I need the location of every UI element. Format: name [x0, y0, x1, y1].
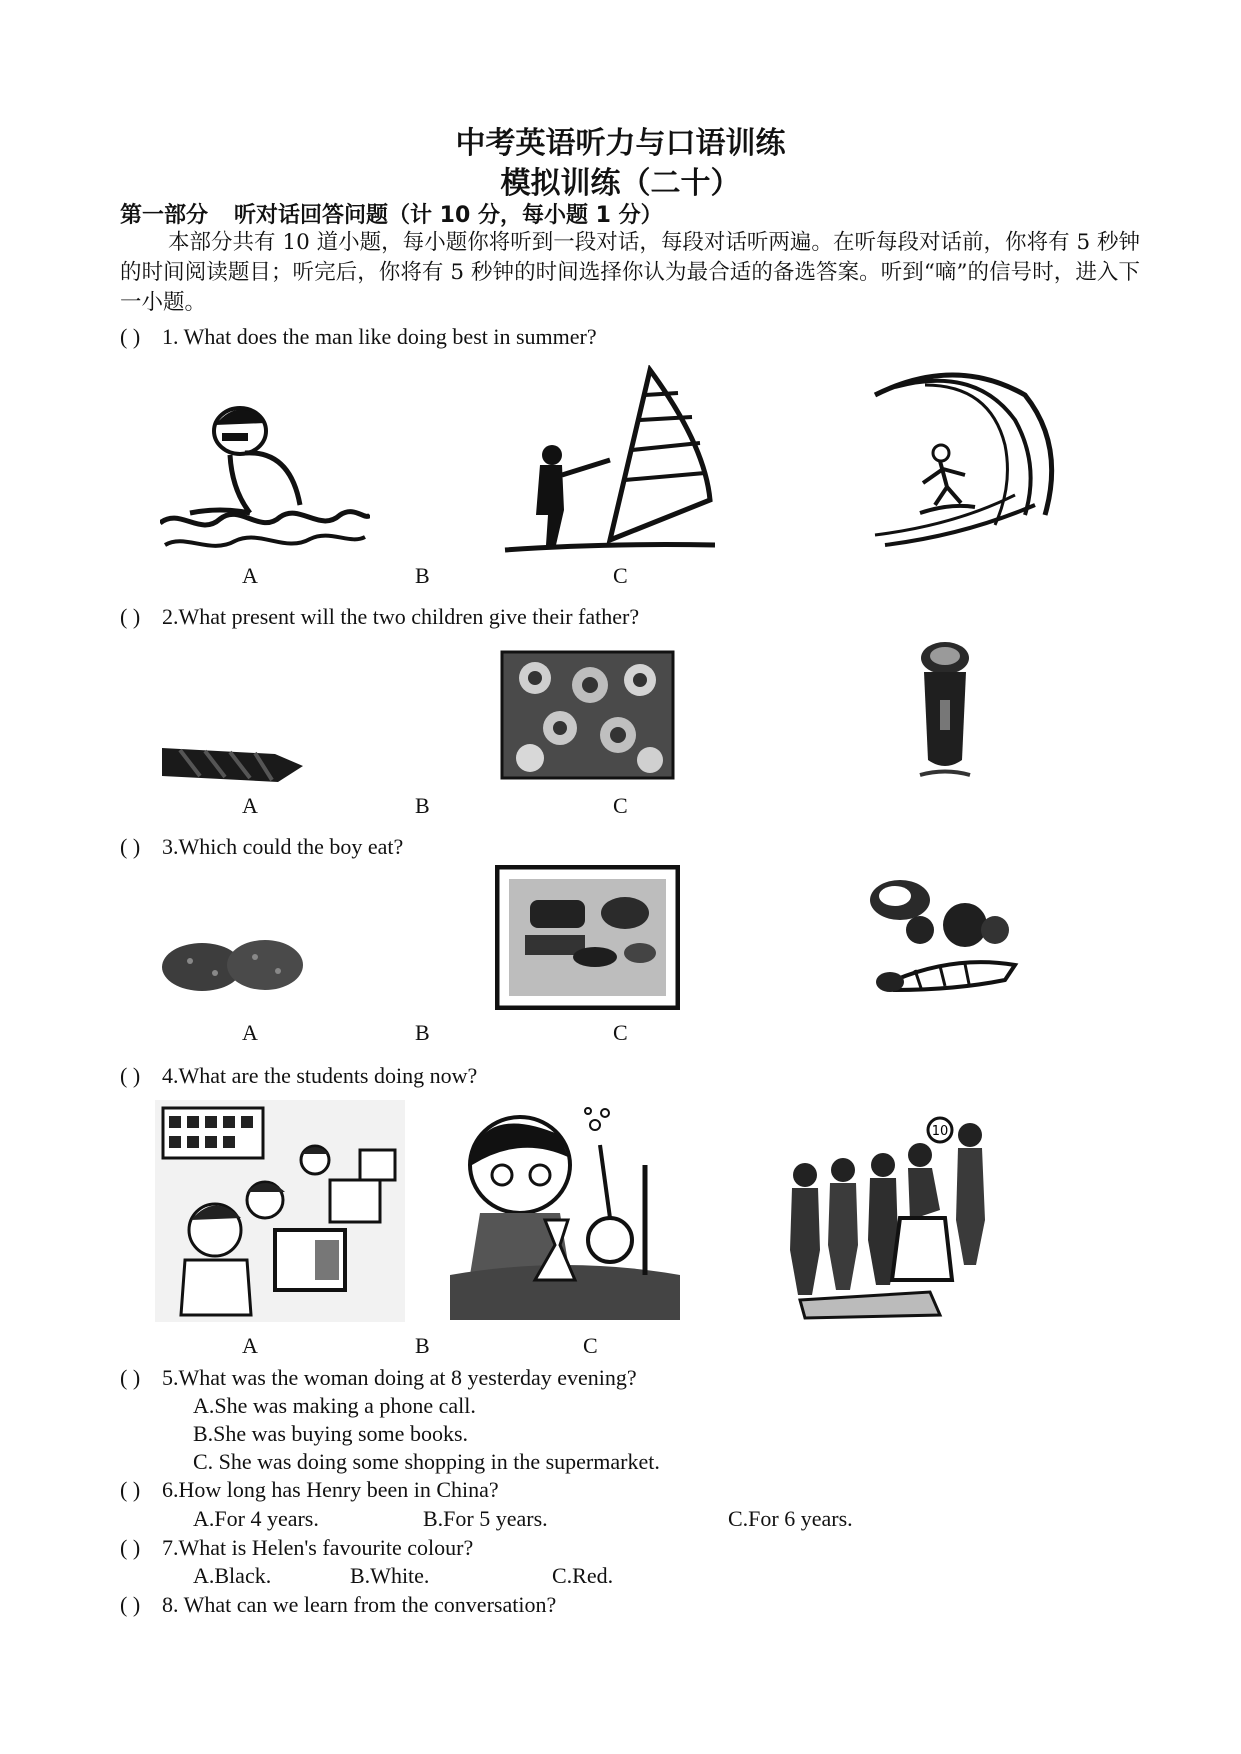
choice-label-a: A: [242, 563, 258, 588]
bread-picture[interactable]: [495, 865, 680, 1010]
sign-number: 10: [931, 1124, 949, 1139]
choice-label-b: B: [415, 1333, 430, 1358]
shaver-picture[interactable]: [910, 640, 980, 785]
question-7: [120, 1535, 473, 1561]
answer-blank[interactable]: ( ): [120, 834, 141, 859]
question-6: [120, 1477, 499, 1503]
option-b[interactable]: B.White.: [350, 1563, 430, 1588]
choice-label-c: C: [613, 793, 628, 818]
choice-label-c: C: [613, 1020, 628, 1045]
choice-label-b: B: [415, 793, 430, 818]
windsurfing-picture[interactable]: [500, 365, 715, 560]
question-text: 3.Which could the boy eat?: [162, 834, 404, 859]
surfing-picture[interactable]: [865, 365, 1065, 555]
question-5: [120, 1365, 637, 1391]
choice-label-a: A: [242, 1020, 258, 1045]
question-text: 7.What is Helen's favourite colour?: [162, 1535, 474, 1560]
answer-blank[interactable]: ( ): [120, 1477, 141, 1502]
question-text: 6.How long has Henry been in China?: [162, 1477, 499, 1502]
answer-blank[interactable]: ( ): [120, 1365, 141, 1390]
section-instructions: 本部分共有 10 道小题，每小题你将听到一段对话，每段对话听两遍。在听每段对话前，你将有 5 秒钟的时间阅读题目；听完后，你将有 5 秒钟的时间选择你认为最合适的备选答案。听到“嘀”的信号时，进入下一小题。: [120, 230, 1140, 315]
question-1: [120, 324, 597, 350]
potatoes-picture[interactable]: [160, 935, 305, 995]
option-c[interactable]: C.Red.: [552, 1563, 614, 1588]
question-text: 1. What does the man like doing best in summer?: [162, 324, 597, 349]
swimming-picture[interactable]: [160, 395, 370, 560]
answer-blank[interactable]: ( ): [120, 1592, 141, 1617]
choice-label-b: B: [415, 1020, 430, 1045]
question-3: [120, 834, 403, 860]
question-text: 5.What was the woman doing at 8 yesterday evening?: [162, 1365, 637, 1390]
option-a[interactable]: A.Black.: [193, 1563, 272, 1588]
answer-blank[interactable]: ( ): [120, 1535, 141, 1560]
option-c[interactable]: C.For 6 years.: [728, 1506, 853, 1531]
exam-title: 中考英语听力与口语训练: [455, 126, 786, 161]
question-text: 8. What can we learn from the conversation?: [162, 1592, 557, 1617]
question-4: [120, 1063, 477, 1089]
choice-label-b: B: [415, 563, 430, 588]
section-name: 第一部分: [120, 203, 209, 228]
option-b[interactable]: B.For 5 years.: [423, 1506, 548, 1531]
question-2: [120, 604, 639, 630]
science-experiment-picture[interactable]: [450, 1105, 680, 1323]
vegetables-picture[interactable]: [855, 870, 1025, 1005]
option-a[interactable]: A.For 4 years.: [193, 1506, 319, 1531]
tie-picture[interactable]: [160, 740, 305, 785]
question-text: 2.What present will the two children give their father?: [162, 604, 640, 629]
choice-label-c: C: [613, 563, 628, 588]
section-heading: [120, 198, 663, 229]
choice-label-a: A: [242, 793, 258, 818]
question-text: 4.What are the students doing now?: [162, 1063, 478, 1088]
answer-blank[interactable]: ( ): [120, 604, 141, 629]
choice-label-c: C: [583, 1333, 598, 1358]
question-8: [120, 1592, 556, 1618]
computer-class-picture[interactable]: [155, 1100, 405, 1322]
section-heading-text: 听对话回答问题（计 10 分，每小题 1 分）: [234, 203, 663, 228]
option-b[interactable]: B.She was buying some books.: [193, 1421, 468, 1446]
sports-test-picture[interactable]: [780, 1110, 1000, 1320]
option-c[interactable]: C. She was doing some shopping in the supermarket.: [193, 1449, 660, 1474]
answer-blank[interactable]: ( ): [120, 324, 141, 349]
flowers-picture[interactable]: [500, 650, 675, 780]
option-a[interactable]: A.She was making a phone call.: [193, 1393, 476, 1418]
exam-subtitle: 模拟训练（二十）: [500, 166, 741, 201]
answer-blank[interactable]: ( ): [120, 1063, 141, 1088]
choice-label-a: A: [242, 1333, 258, 1358]
